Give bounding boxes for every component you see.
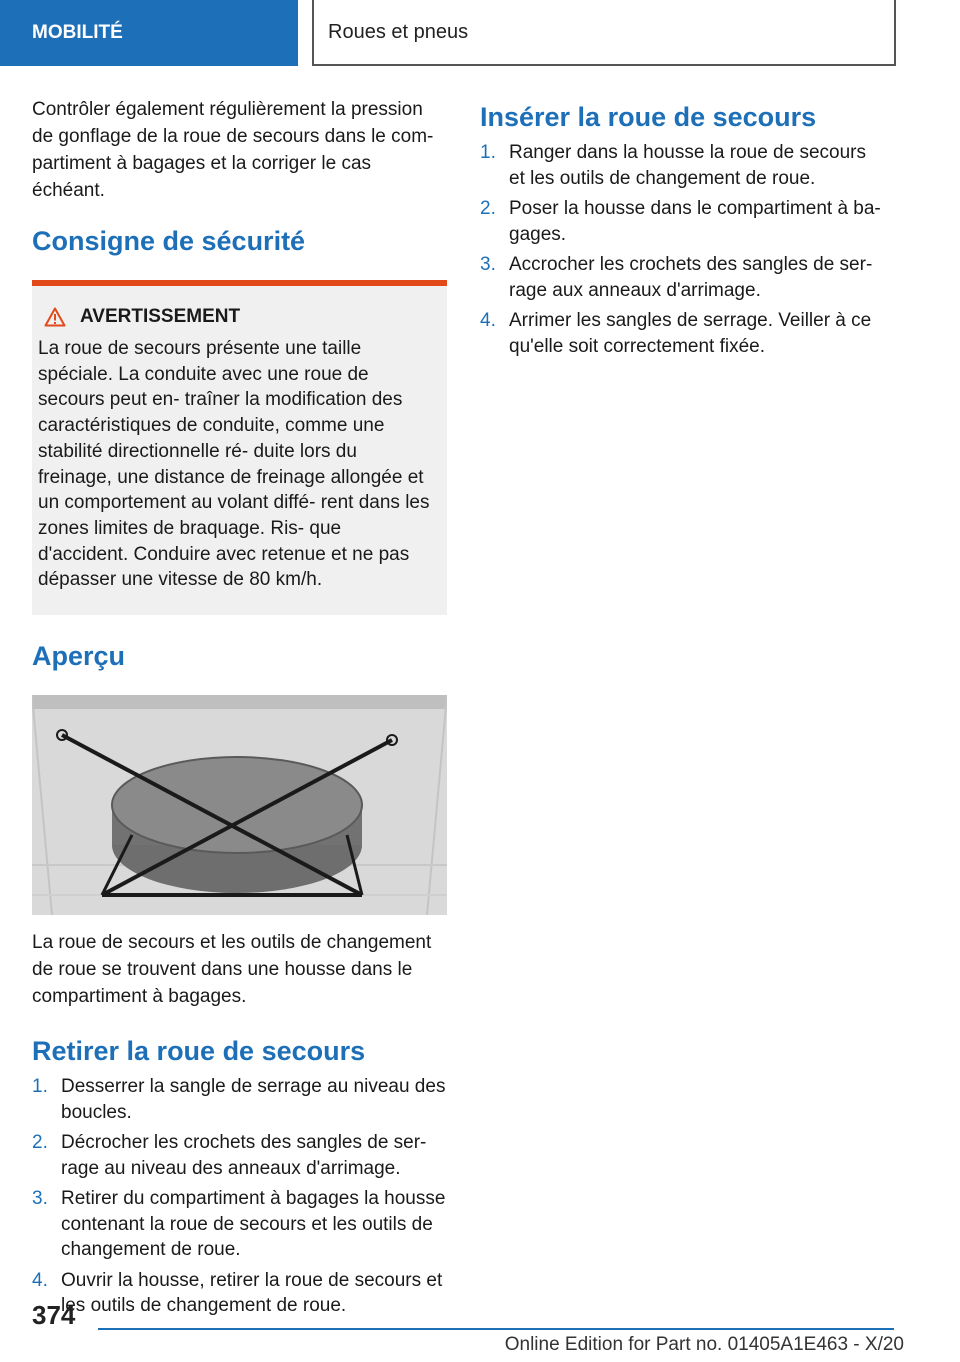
step-text: Arrimer les sangles de serrage. Veiller à ce qu'elle soit correctement fixée. [509,310,872,357]
warning-label: AVERTISSEMENT [80,306,241,327]
list-item [32,1186,447,1263]
list-item [480,308,886,359]
chapter-label: Roues et pneus [328,20,469,43]
section-tab [0,0,298,66]
step-text: Décrocher les crochets des sangles de ser‐ rage au niveau des anneaux d'arrimage. [61,1132,427,1179]
insert-steps-list [480,140,886,359]
overview-paragraph: La roue de secours et les outils de changement de roue se trouvent dans une housse dans le compartiment à bagages. [32,932,432,1008]
list-item [32,1074,447,1125]
left-column [32,96,447,1324]
right-column [480,100,886,364]
step-text: Accrocher les crochets des sangles de ser‐ rage aux anneaux d'arrimage. [509,254,873,301]
step-number: 1. [480,142,496,163]
overview-heading: Aperçu [32,641,126,672]
step-number: 2. [32,1132,48,1154]
spare-wheel-image [32,695,447,915]
list-item [480,252,886,303]
step-text: Ouvrir la housse, retirer la roue de secours et les outils de changement de roue. [61,1269,443,1317]
section-label: MOBILITÉ [32,22,123,43]
step-number: 1. [32,1076,48,1098]
edition-text: Online Edition for Part no. 01405A1E463 - X/20 [504,1334,904,1355]
warning-box [32,280,447,615]
warning-title [44,306,435,328]
safety-heading: Consigne de sécurité [32,226,306,256]
step-text: Ranger dans la housse la roue de secours et les outils de changement de roue. [509,142,867,189]
step-number: 3. [32,1188,48,1210]
list-item [480,140,886,191]
list-item [480,196,886,247]
step-text: Poser la housse dans le compartiment à ba‐ gages. [509,198,881,245]
step-number: 2. [480,198,496,219]
step-text: Retirer du compartiment à bagages la housse contenant la roue de secours et les outils de changement de roue. [61,1188,446,1261]
remove-steps-list [32,1074,447,1319]
step-number: 4. [480,310,496,331]
step-number: 4. [32,1269,48,1291]
list-item [32,1268,447,1319]
warning-triangle-icon [44,307,66,327]
chapter-tab [312,0,896,66]
step-text: Desserrer la sangle de serrage au niveau des boucles. [61,1076,446,1123]
step-number: 3. [480,254,496,275]
remove-heading: Retirer la roue de secours [32,1036,366,1067]
footer-divider [98,1328,894,1330]
insert-heading: Insérer la roue de secours [480,102,817,132]
page-number: 374 [32,1300,76,1330]
intro-paragraph: Contrôler également régulièrement la pression de gonflage de la roue de secours dans le com‐ partiment à bagages et la corriger le cas échéant. [32,99,434,201]
list-item [32,1130,447,1181]
warning-text: La roue de secours présente une taille spéciale. La conduite avec une roue de secours peut en‐ traîner la modification des caractéristiques de conduite, comme une stabilité directionnelle ré‐ duite lors du freinage, une distance de freinage allongée et un comportement au volant diffé‐ rent dans les zones limites de braquage. Ris‐ que d'accident. Conduire avec retenue et ne pas dépasser une vitesse de 80 km/h. [38,338,430,591]
